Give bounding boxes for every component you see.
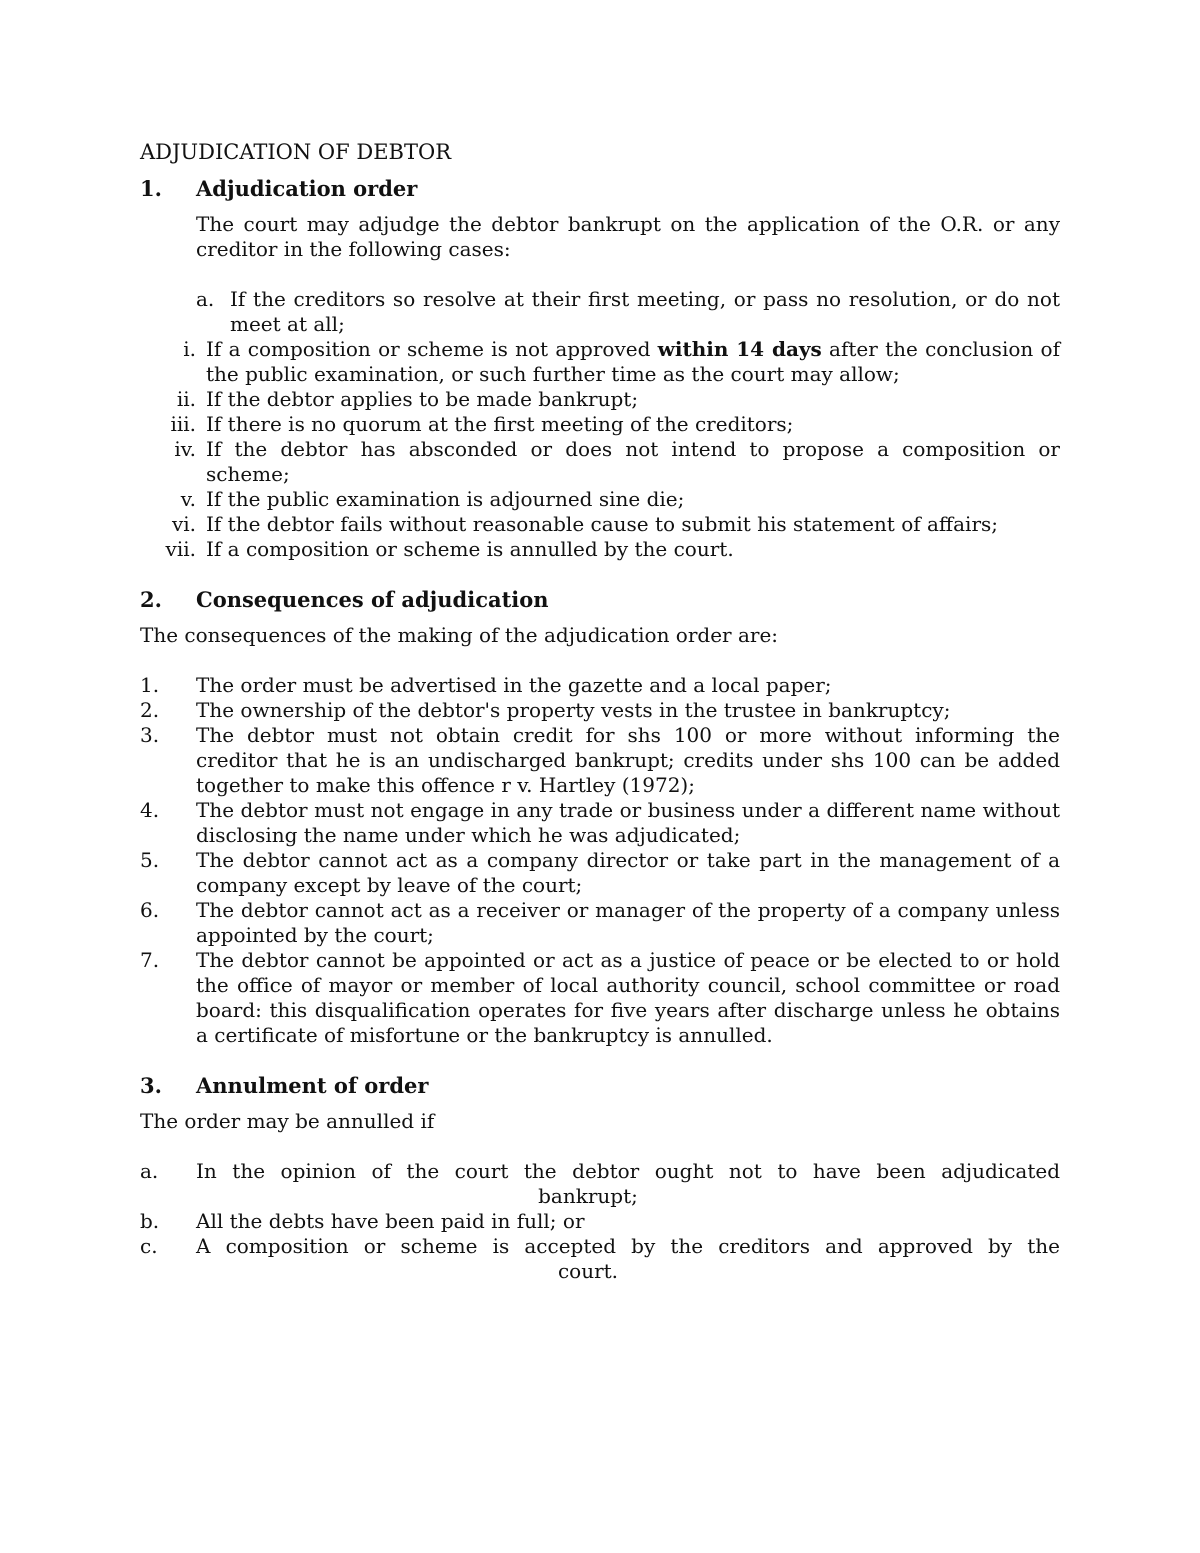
list-text: The ownership of the debtor's property vests in the trustee in bankruptcy; (196, 698, 951, 722)
list-text: The debtor cannot be appointed or act as a justice of peace or be elected to or hold the office of mayor or member of local authority council, school committee or road board: this disqualification operates for five years after discharge unless he obtains a certificate of misfortune or the bankruptcy is annulled. (196, 948, 1060, 1047)
list-item (180, 487, 1060, 512)
section-number: 1. (140, 176, 162, 201)
list-text: The debtor must not obtain credit for shs 100 or more without informing the creditor that he is an undischarged bankrupt; credits under shs 100 can be added together to make this offence r v. Hartley (1972); (196, 723, 1060, 797)
section-3-intro: The order may be annulled if (140, 1109, 435, 1133)
list-item (170, 412, 1060, 437)
list-label: 1. (140, 673, 160, 697)
list-text: The debtor cannot act as a receiver or manager of the property of a company unless appointed by the court; (196, 898, 1060, 947)
list-text: If there is no quorum at the first meeting of the creditors; (206, 412, 794, 436)
section-1-heading (140, 176, 1060, 201)
list-item (140, 1234, 1060, 1284)
list-text: If a composition or scheme is annulled by the court. (206, 537, 734, 561)
document-content (140, 140, 1060, 1284)
list-label: 7. (140, 948, 160, 972)
list-text: The order must be advertised in the gazette and a local paper; (196, 673, 832, 697)
list-item (165, 537, 1060, 562)
list-item (140, 673, 1060, 698)
list-text: If the debtor fails without reasonable cause to submit his statement of affairs; (206, 512, 999, 536)
section-number: 2. (140, 587, 162, 612)
list-text: All the debts have been paid in full; or (196, 1209, 585, 1233)
list-text: The debtor cannot act as a company director or take part in the management of a company except by leave of the court; (196, 848, 1060, 897)
consequences-list (140, 673, 1060, 1048)
list-text: If the debtor has absconded or does not intend to propose a composition or scheme; (206, 437, 1060, 486)
list-label: vi. (171, 512, 196, 536)
list-label: i. (183, 337, 196, 361)
list-item (140, 1159, 1060, 1209)
list-item (140, 1209, 1060, 1234)
section-title: Consequences of adjudication (196, 587, 549, 612)
list-item (174, 437, 1060, 487)
list-item (140, 723, 1060, 798)
list-text: If the public examination is adjourned sine die; (206, 487, 685, 511)
list-label: iii. (170, 412, 196, 436)
list-label: b. (140, 1209, 160, 1233)
list-item (183, 337, 1060, 387)
list-label: vii. (165, 537, 196, 561)
list-label: c. (140, 1234, 158, 1258)
list-label: a. (196, 287, 215, 311)
list-label: 6. (140, 898, 160, 922)
list-label: 3. (140, 723, 160, 747)
list-label: v. (180, 487, 196, 511)
list-item (140, 848, 1060, 898)
section-1-intro: The court may adjudge the debtor bankrupt on the application of the O.R. or any creditor in the following cases: (196, 212, 1060, 261)
list-label: 5. (140, 848, 160, 872)
list-label: 2. (140, 698, 160, 722)
adjudication-cases-list (165, 287, 1060, 562)
section-2-heading (140, 587, 1060, 612)
list-text: In the opinion of the court the debtor ought not to have been adjudicated bankrupt; (196, 1159, 1060, 1208)
list-text: A composition or scheme is accepted by the creditors and approved by the court. (196, 1234, 1060, 1283)
section-3-heading (140, 1073, 1060, 1098)
section-number: 3. (140, 1073, 162, 1098)
list-item (140, 798, 1060, 848)
list-item (171, 512, 1060, 537)
list-text: If the creditors so resolve at their first meeting, or pass no resolution, or do not meet at all; (230, 287, 1060, 336)
section-title: Adjudication order (196, 176, 418, 201)
list-label: iv. (174, 437, 196, 461)
list-text: The debtor must not engage in any trade or business under a different name without disclosing the name under which he was adjudicated; (196, 798, 1060, 847)
list-item (196, 287, 1060, 337)
list-label: ii. (176, 387, 196, 411)
list-text: If the debtor applies to be made bankrupt; (206, 387, 639, 411)
list-item (140, 698, 1060, 723)
section-2-intro: The consequences of the making of the adjudication order are: (140, 623, 779, 647)
section-title: Annulment of order (196, 1073, 429, 1098)
document-title: ADJUDICATION OF DEBTOR (140, 140, 452, 164)
annulment-conditions-list (140, 1159, 1060, 1284)
list-item (140, 898, 1060, 948)
list-text: If a composition or scheme is not approved within 14 days after the conclusion of the public examination, or such further time as the court may allow; (206, 337, 1060, 386)
list-label: 4. (140, 798, 160, 822)
list-item (140, 948, 1060, 1048)
list-item (176, 387, 1060, 412)
list-label: a. (140, 1159, 159, 1183)
section-1-body (165, 212, 1060, 562)
emphasis-text: within 14 days (657, 337, 822, 361)
